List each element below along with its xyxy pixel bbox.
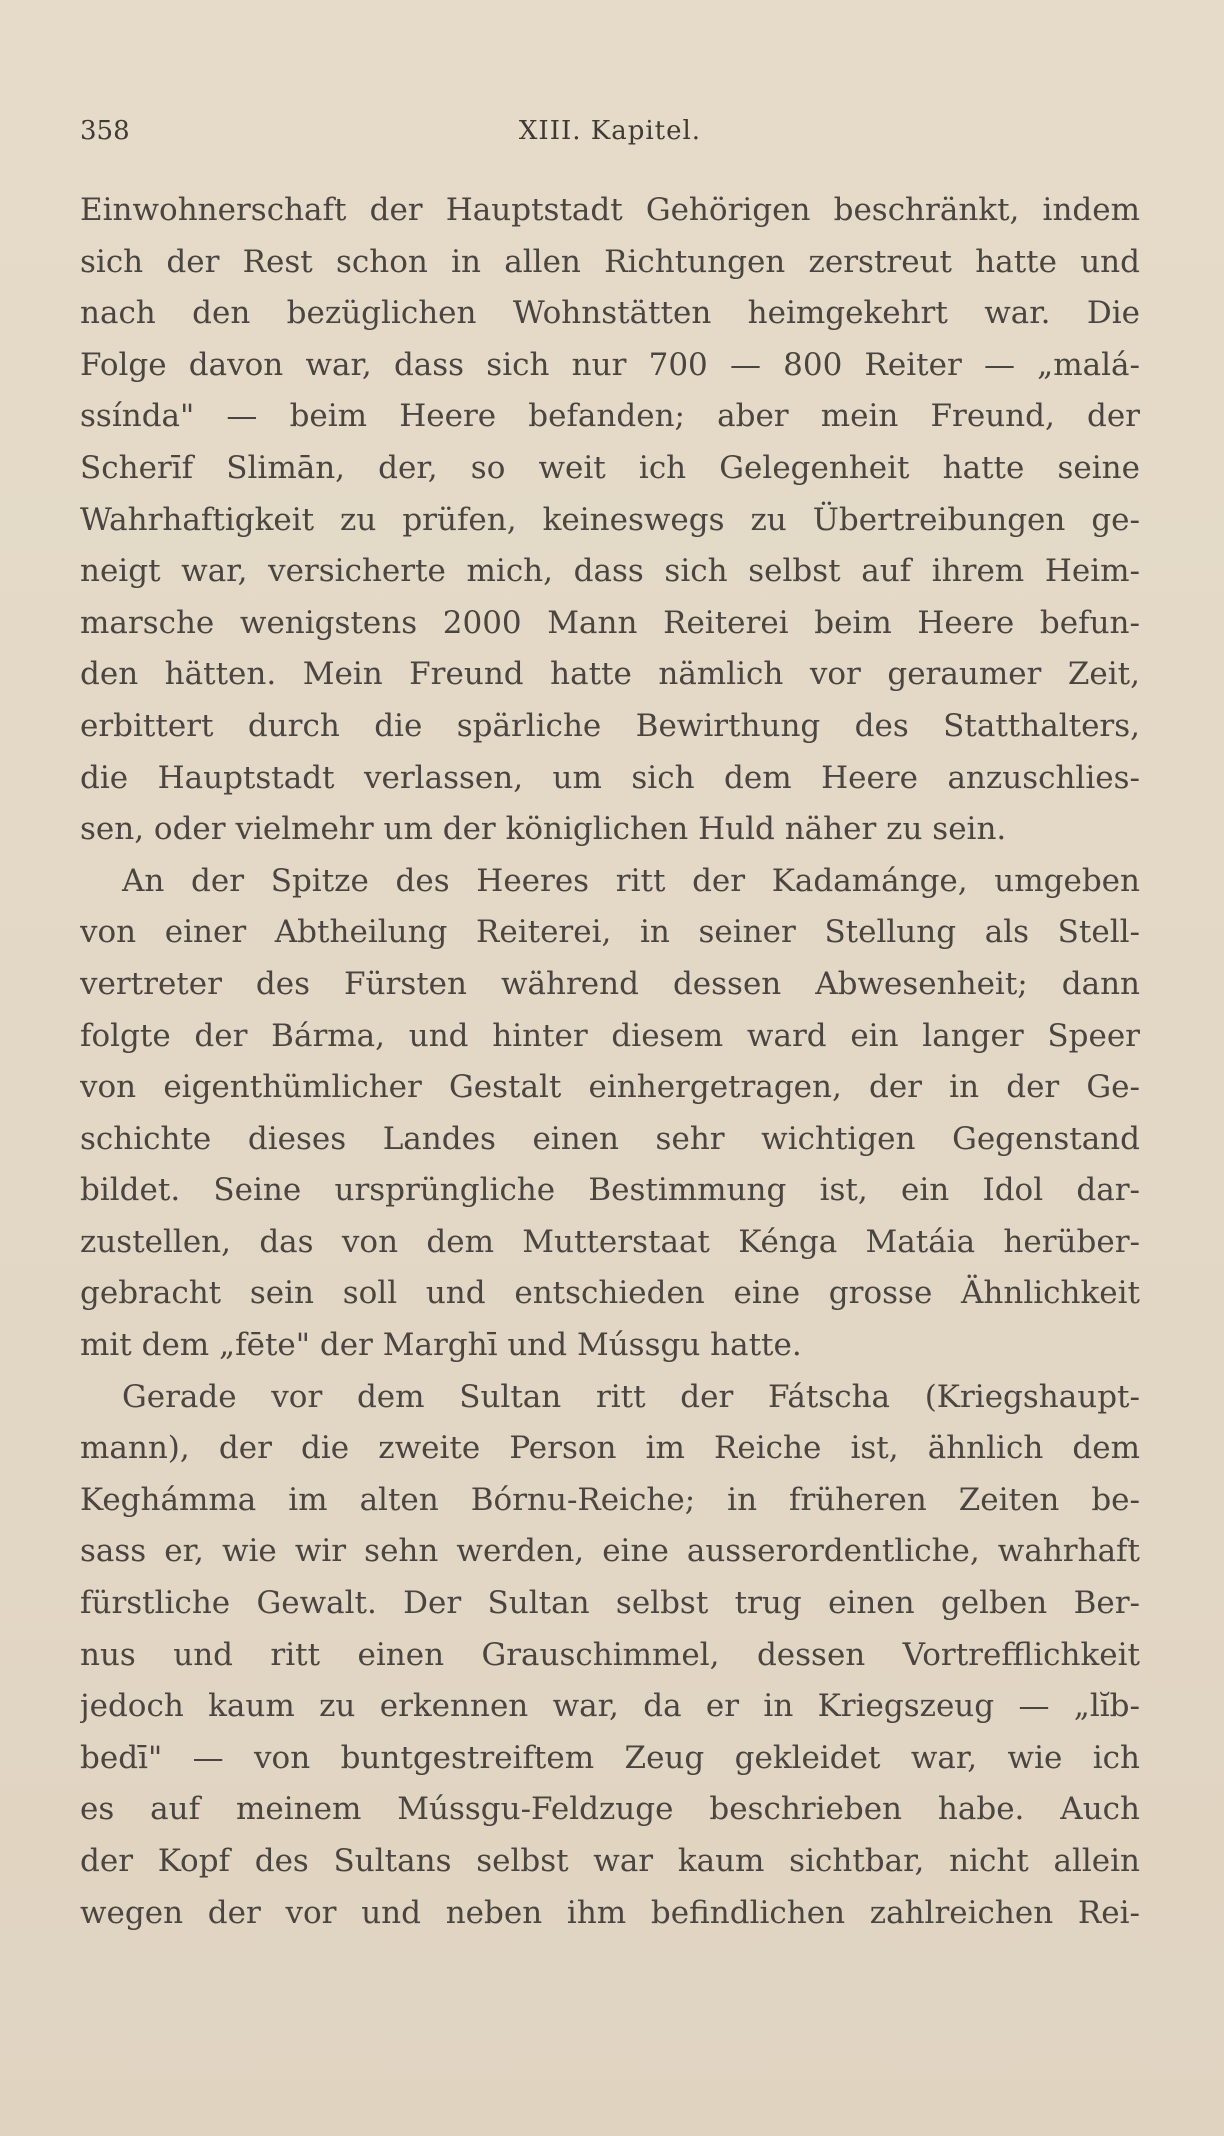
text-line: fürstliche Gewalt. Der Sultan selbst trug einen gelben Ber-	[80, 1585, 1140, 1622]
text-line: schichte dieses Landes einen sehr wichtigen Gegenstand	[80, 1120, 1140, 1157]
text-line: zustellen, das von dem Mutterstaat Kénga Matáia herüber-	[80, 1223, 1140, 1260]
text-line: von eigenthümlicher Gestalt einhergetragen, der in der Ge-	[80, 1069, 1140, 1106]
text-line: mann), der die zweite Person im Reiche ist, ähnlich dem	[80, 1430, 1140, 1467]
text-line: sen, oder vielmehr um der königlichen Huld näher zu sein.	[80, 811, 1007, 848]
text-line: mit dem „fēte" der Marghī und Mússgu hatte.	[80, 1327, 802, 1364]
text-line: Keghámma im alten Bórnu-Reiche; in früheren Zeiten be-	[80, 1481, 1140, 1518]
text-line: sich der Rest schon in allen Richtungen zerstreut hatte und	[80, 243, 1140, 280]
text-line: gebracht sein soll und entschieden eine grosse Ähnlichkeit	[80, 1275, 1140, 1312]
text-line: jedoch kaum zu erkennen war, da er in Kriegszeug — „lĭb-	[80, 1688, 1140, 1725]
running-head: XIII. Kapitel.	[518, 116, 702, 146]
text-line: Einwohnerschaft der Hauptstadt Gehörigen beschränkt, indem	[80, 192, 1140, 228]
text-line: Wahrhaftigkeit zu prüfen, keineswegs zu Übertreibungen ge-	[80, 501, 1140, 538]
page-number: 358	[80, 116, 130, 146]
text-line: bedī" — von buntgestreiftem Zeug gekleidet war, wie ich	[80, 1739, 1140, 1776]
text-line: ssínda" — beim Heere befanden; aber mein Freund, der	[80, 398, 1140, 435]
text-line: vertreter des Fürsten während dessen Abwesenheit; dann	[80, 965, 1140, 1002]
text-line: neigt war, versicherte mich, dass sich selbst auf ihrem Heim-	[80, 553, 1140, 590]
text-line: den hätten. Mein Freund hatte nämlich vor geraumer Zeit,	[80, 656, 1140, 693]
text-line: nus und ritt einen Grauschimmel, dessen Vortrefflichkeit	[80, 1636, 1140, 1673]
text-line: erbittert durch die spärliche Bewirthung des Statthalters,	[80, 707, 1140, 744]
page-header	[80, 116, 1140, 156]
text-line: Gerade vor dem Sultan ritt der Fátscha (Kriegshaupt-	[122, 1378, 1140, 1415]
text-line: Scherīf Slimān, der, so weit ich Gelegenheit hatte seine	[80, 449, 1140, 486]
text-line: der Kopf des Sultans selbst war kaum sichtbar, nicht allein	[80, 1843, 1140, 1879]
text-line: wegen der vor und neben ihm befindlichen zahlreichen Rei-	[80, 1894, 1140, 1931]
text-line: nach den bezüglichen Wohnstätten heimgekehrt war. Die	[80, 295, 1140, 332]
text-line: die Hauptstadt verlassen, um sich dem Heere anzuschlies-	[80, 759, 1140, 796]
text-line: es auf meinem Mússgu-Feldzuge beschrieben habe. Auch	[80, 1791, 1140, 1828]
text-line: folgte der Bárma, und hinter diesem ward ein langer Speer	[80, 1017, 1140, 1054]
text-line: sass er, wie wir sehn werden, eine ausserordentliche, wahrhaft	[80, 1533, 1140, 1570]
text-line: Folge davon war, dass sich nur 700 — 800 Reiter — „malá-	[80, 346, 1140, 383]
text-line: An der Spitze des Heeres ritt der Kadamánge, umgeben	[122, 862, 1140, 899]
body-text	[80, 185, 1140, 1939]
text-line: bildet. Seine ursprüngliche Bestimmung ist, ein Idol dar-	[80, 1172, 1140, 1209]
text-line: marsche wenigstens 2000 Mann Reiterei beim Heere befun-	[80, 604, 1140, 641]
text-line: von einer Abtheilung Reiterei, in seiner Stellung als Stell-	[80, 914, 1140, 951]
